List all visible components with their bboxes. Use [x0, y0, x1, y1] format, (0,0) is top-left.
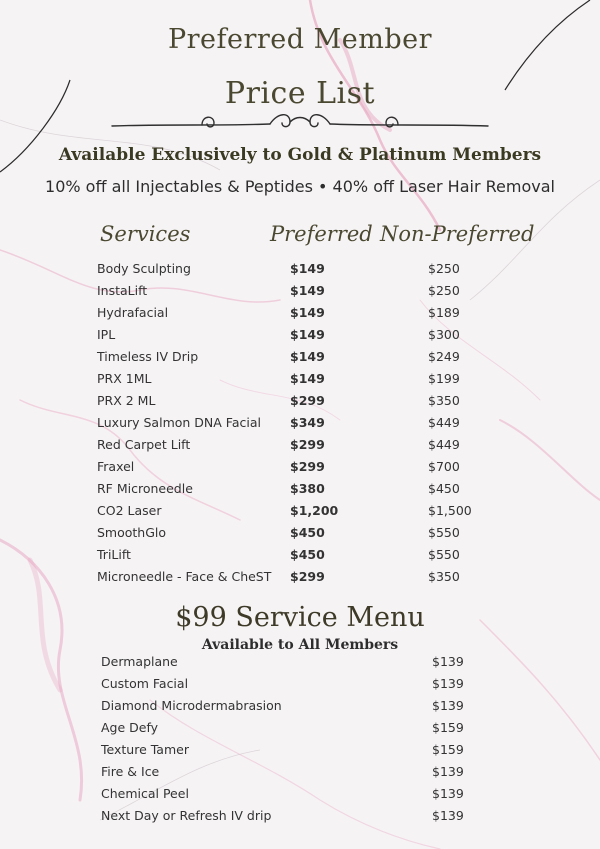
preferred-price: $299: [290, 437, 325, 452]
price-row: [0, 521, 600, 543]
non-preferred-price: $350: [428, 569, 460, 584]
service-price: $139: [432, 654, 464, 669]
preferred-price: $149: [290, 283, 325, 298]
non-preferred-price: $250: [428, 261, 460, 276]
service-name: Luxury Salmon DNA Facial: [97, 415, 261, 430]
preferred-price: $149: [290, 305, 325, 320]
service-menu-item: [0, 694, 600, 716]
service-name: Red Carpet Lift: [97, 437, 191, 452]
preferred-price: $1,200: [290, 503, 339, 518]
price-row: [0, 433, 600, 455]
preferred-price: $450: [290, 547, 325, 562]
service-price: $139: [432, 786, 464, 801]
membership-subheading: Available Exclusively to Gold & Platinum Members: [58, 145, 542, 165]
price-row: [0, 543, 600, 565]
price-row: [0, 257, 600, 279]
service-name: Texture Tamer: [101, 742, 189, 757]
service-name: Custom Facial: [101, 676, 189, 691]
preferred-price: $299: [290, 393, 325, 408]
price-row: [0, 367, 600, 389]
service-name: Next Day or Refresh IV drip: [101, 808, 272, 823]
service-name: PRX 2 ML: [97, 393, 156, 408]
non-preferred-price: $250: [428, 283, 460, 298]
page-title-line2: Price List: [224, 76, 376, 111]
service-name: Timeless IV Drip: [97, 349, 199, 364]
service-name: Chemical Peel: [101, 786, 189, 801]
service-price: $139: [432, 808, 464, 823]
column-header-non-preferred: Non-Preferred: [380, 222, 535, 246]
service-menu-subtitle: Available to All Members: [201, 637, 399, 653]
non-preferred-price: $449: [428, 437, 460, 452]
service-menu-item: [0, 760, 600, 782]
service-menu-item: [0, 672, 600, 694]
price-row: [0, 455, 600, 477]
service-name: Fraxel: [97, 459, 135, 474]
price-row: [0, 389, 600, 411]
service-name: SmoothGlo: [97, 525, 167, 540]
service-menu-item: [0, 650, 600, 672]
service-price: $139: [432, 764, 464, 779]
price-row: [0, 499, 600, 521]
price-row: [0, 323, 600, 345]
non-preferred-price: $550: [428, 525, 460, 540]
service-price: $159: [432, 720, 464, 735]
service-menu-item: [0, 716, 600, 738]
column-header-preferred: Preferred: [270, 222, 373, 246]
service-menu-item: [0, 738, 600, 760]
service-price: $139: [432, 698, 464, 713]
service-name: TriLift: [97, 547, 131, 562]
service-price: $159: [432, 742, 464, 757]
non-preferred-price: $199: [428, 371, 460, 386]
preferred-price: $299: [290, 459, 325, 474]
service-name: Microneedle - Face & CheST: [97, 569, 272, 584]
non-preferred-price: $350: [428, 393, 460, 408]
preferred-price: $299: [290, 569, 325, 584]
preferred-price: $149: [290, 327, 325, 342]
service-name: Diamond Microdermabrasion: [101, 698, 282, 713]
service-name: RF Microneedle: [97, 481, 193, 496]
non-preferred-price: $700: [428, 459, 460, 474]
column-header-services: Services: [100, 222, 191, 246]
service-name: Hydrafacial: [97, 305, 169, 320]
service-menu-title: $99 Service Menu: [175, 602, 425, 633]
service-name: PRX 1ML: [97, 371, 152, 386]
non-preferred-price: $189: [428, 305, 460, 320]
non-preferred-price: $450: [428, 481, 460, 496]
price-row: [0, 565, 600, 587]
service-name: Fire & Ice: [101, 764, 160, 779]
preferred-price: $149: [290, 371, 325, 386]
non-preferred-price: $300: [428, 327, 460, 342]
flourish-divider: [110, 108, 490, 134]
non-preferred-price: $550: [428, 547, 460, 562]
service-menu-item: [0, 804, 600, 826]
preferred-price: $450: [290, 525, 325, 540]
price-row: [0, 411, 600, 433]
price-row: [0, 301, 600, 323]
service-name: Dermaplane: [101, 654, 178, 669]
price-row: [0, 345, 600, 367]
service-name: Age Defy: [101, 720, 159, 735]
preferred-price: $149: [290, 261, 325, 276]
service-name: Body Sculpting: [97, 261, 191, 276]
discount-tagline: 10% off all Injectables & Peptides • 40% off Laser Hair Removal: [45, 177, 555, 196]
preferred-price: $349: [290, 415, 325, 430]
preferred-price: $380: [290, 481, 325, 496]
page-title-line1: Preferred Member: [167, 24, 433, 55]
service-name: InstaLift: [97, 283, 148, 298]
service-menu-item: [0, 782, 600, 804]
service-price: $139: [432, 676, 464, 691]
price-row: [0, 279, 600, 301]
non-preferred-price: $249: [428, 349, 460, 364]
non-preferred-price: $449: [428, 415, 460, 430]
service-name: CO2 Laser: [97, 503, 162, 518]
service-name: IPL: [97, 327, 116, 342]
preferred-price: $149: [290, 349, 325, 364]
non-preferred-price: $1,500: [428, 503, 472, 518]
price-row: [0, 477, 600, 499]
